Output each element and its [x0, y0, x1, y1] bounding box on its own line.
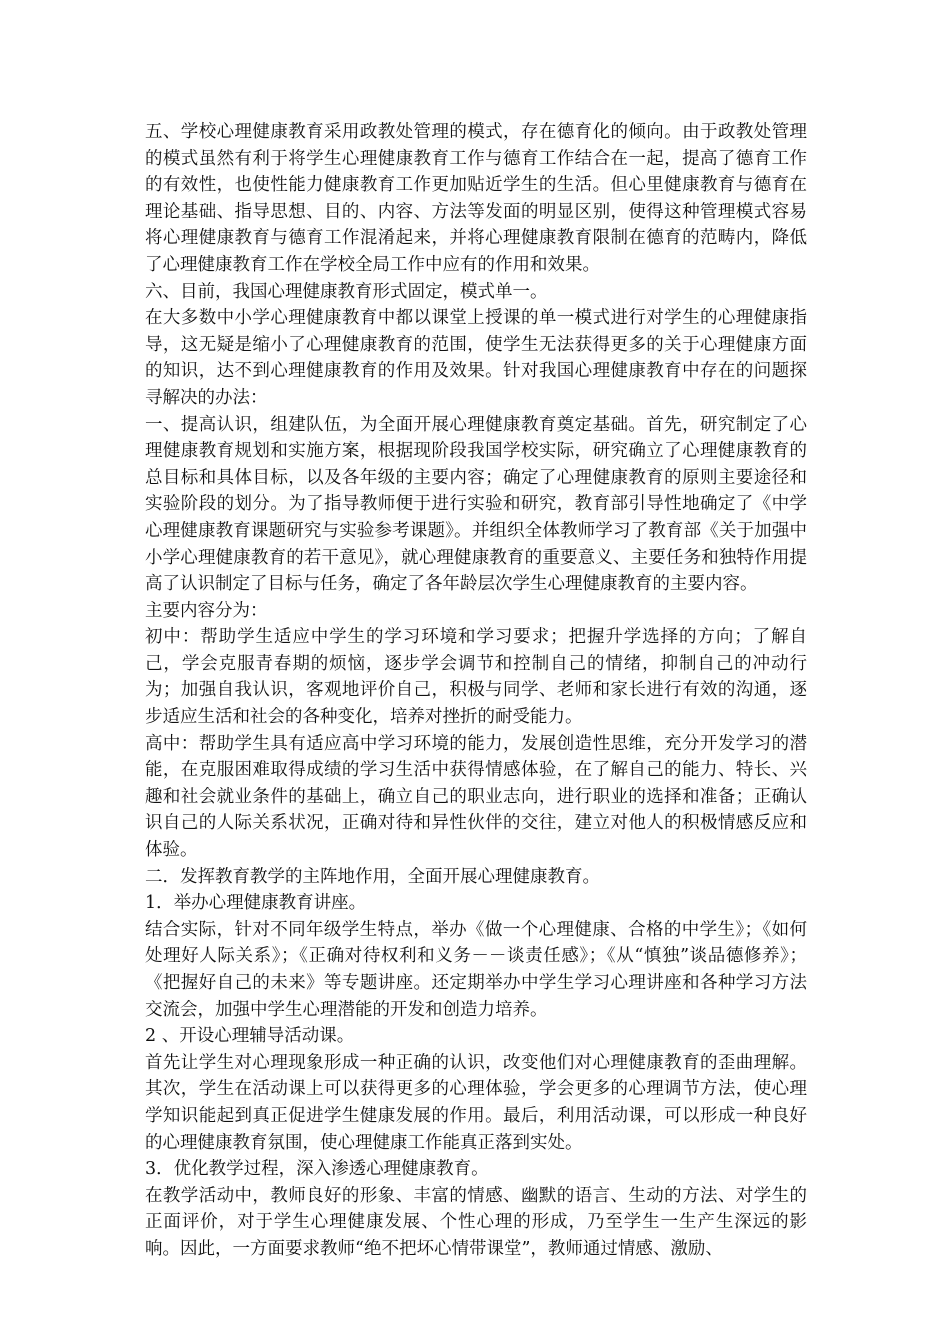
- paragraph-senior-high: 高中：帮助学生具有适应高中学习环境的能力，发展创造性思维，充分开发学习的潜能，在克服困难取得成绩的学习生活中获得情感体验，在了解自己的能力、特长、兴趣和社会就业条件的基础上，确立自己的职业志向，进行职业的选择和准备；正确认识自己的人际关系状况，正确对待和异性伙伴的交往，建立对他人的积极情感反应和体验。: [145, 733, 807, 861]
- paragraph-item-2-heading: 2 、开设心理辅导活动课。: [145, 1026, 355, 1047]
- paragraph-junior-high: 初中：帮助学生适应中学生的学习环境和学习要求；把握升学选择的方向；了解自己，学会克服青春期的烦恼，逐步学会调节和控制自己的情绪，抑制自己的冲动行为；加强自我认识，客观地评价自己，积极与同学、老师和家长进行有效的沟通，逐步适应生活和社会的各种变化，培养对挫折的耐受能力。: [145, 627, 807, 728]
- paragraph-single-mode: 在大多数中小学心理健康教育中都以课堂上授课的单一模式进行对学生的心理健康指导，这无疑是缩小了心理健康教育的范围，使学生无法获得更多的关于心理健康方面的知识，达不到心理健康教育的作用及效果。针对我国心理健康教育中存在的问题探寻解决的办法：: [145, 308, 807, 408]
- paragraph-lectures: 结合实际，针对不同年级学生特点，举办《做一个心理健康、合格的中学生》；《如何处理好人际关系》；《正确对待权利和义务－－谈责任感》；《从“慎独”谈品德修养》；《把握好自己的未来》等专题讲座。还定期举办中学生学习心理讲座和各种学习方法交流会，加强中学生心理潜能的开发和创造力培养。: [145, 919, 807, 1020]
- paragraph-item-3-heading: 3．优化教学过程，深入渗透心理健康教育。: [145, 1159, 489, 1180]
- paragraph-item-1-heading: 1．举办心理健康教育讲座。: [145, 893, 367, 914]
- paragraph-section-5: 五、学校心理健康教育采用政教处管理的模式，存在德育化的倾向。由于政教处管理的模式虽然有利于将学生心理健康教育工作与德育工作结合在一起，提高了德育工作的有效性，也使性能力健康教育工作更加贴近学生的生活。但心里健康教育与德育在理论基础、指导思想、目的、内容、方法等发面的明显区别，使得这种管理模式容易将心理健康教育与德育工作混淆起来，并将心理健康教育限制在德育的范畴内，降低了心理健康教育工作在学校全局工作中应有的作用和效果。: [145, 122, 807, 275]
- paragraph-solution-1: 一、提高认识，组建队伍，为全面开展心理健康教育奠定基础。首先，研究制定了心理健康教育规划和实施方案，根据现阶段我国学校实际，研究确立了心理健康教育的总目标和具体目标，以及各年级的主要内容；确定了心理健康教育的原则主要途径和实验阶段的划分。为了指导教师便于进行实验和研究，教育部引导性地确定了《中学心理健康教育课题研究与实验参考课题》。并组织全体教师学习了教育部《关于加强中小学心理健康教育的若干意见》，就心理健康教育的重要意义、主要任务和独特作用提高了认识制定了目标与任务，确定了各年龄层次学生心理健康教育的主要内容。: [145, 414, 807, 595]
- paragraph-main-content-heading: 主要内容分为：: [145, 600, 268, 621]
- paragraph-activity-class: 首先让学生对心理现象形成一种正确的认识，改变他们对心理健康教育的歪曲理解。其次，学生在活动课上可以获得更多的心理体验，学会更多的心理调节方法，使心理学知识能起到真正促进学生健康发展的作用。最后，利用活动课，可以形成一种良好的心理健康教育氛围，使心理健康工作能真正落到实处。: [145, 1052, 807, 1153]
- document-body: [145, 119, 807, 1263]
- paragraph-section-6-heading: 六、目前，我国心理健康教育形式固定，模式单一。: [145, 281, 548, 302]
- paragraph-teaching-process: 在教学活动中，教师良好的形象、丰富的情感、幽默的语言、生动的方法、对学生的正面评价，对于学生心理健康发展、个性心理的形成，乃至学生一生产生深远的影响。因此，一方面要求教师“绝不把坏心情带课堂”，教师通过情感、激励、: [145, 1185, 807, 1259]
- paragraph-solution-2-heading: 二．发挥教育教学的主阵地作用，全面开展心理健康教育。: [145, 866, 600, 887]
